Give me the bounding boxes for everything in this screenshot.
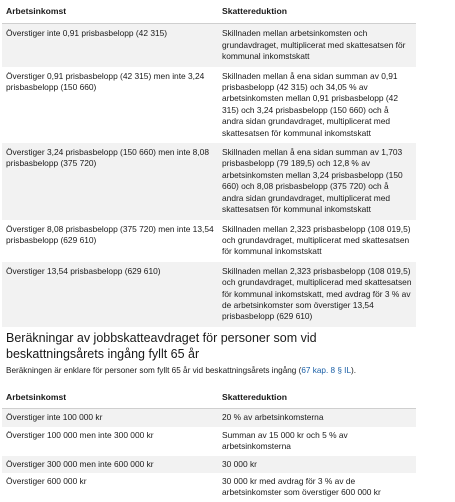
table-row (2, 456, 416, 473)
table-row (2, 24, 416, 67)
section-heading: Beräkningar av jobbskatteavdraget för personer som vid beskattningsårets ingång fyllt 65 år (6, 331, 317, 361)
tax-reduction-table-under-65 (2, 0, 416, 327)
income-cell: Överstiger 0,91 prisbasbelopp (42 315) men inte 3,24 prisbasbelopp (150 660) (6, 70, 205, 93)
income-cell: Överstiger 13,54 prisbasbelopp (629 610) (2, 262, 218, 327)
paragraph-end: ). (351, 366, 357, 375)
column-header-arbetsinkomst: Arbetsinkomst (2, 0, 218, 24)
income-cell: Överstiger inte 100 000 kr (2, 409, 218, 427)
reduction-cell: Summan av 15 000 kr och 5 % av arbetsinkomsterna (222, 429, 348, 452)
column-header-arbetsinkomst: Arbetsinkomst (2, 388, 218, 409)
law-reference-link[interactable]: 67 kap. 8 § IL (301, 366, 351, 375)
column-header-skattereduktion: Skattereduktion (218, 0, 416, 24)
reduction-cell: Skillnaden mellan å ena sidan summan av 0,91 prisbasbelopp (42 315) och 34,05 % av arbetsinkomsten mellan 0,91 prisbasbelopp (42 315) och 3,24 prisbasbelopp (150 660) och å andra sidan grundavdraget, multiplicerat med skattesatsen för kommunal inkomstskatt (222, 70, 398, 138)
reduction-cell: 30 000 kr (218, 456, 416, 473)
income-cell: Överstiger 600 000 kr (6, 476, 87, 487)
reduction-cell: Skillnaden mellan arbetsinkomsten och grundavdraget, multiplicerat med skattesatsen för kommunal inkomstskatt (218, 24, 416, 67)
paragraph-text: Beräkningen är enklare för personer som fyllt 65 år vid beskattningsårets ingång ( (6, 366, 302, 375)
reduction-cell: 20 % av arbetsinkomsterna (218, 409, 416, 427)
table-row (2, 409, 416, 427)
income-cell: Överstiger 100 000 men inte 300 000 kr (6, 429, 154, 440)
column-header-skattereduktion: Skattereduktion (218, 388, 416, 409)
section-paragraph (6, 366, 446, 376)
income-cell: Överstiger 300 000 men inte 600 000 kr (2, 456, 218, 473)
table-row (2, 143, 416, 219)
reduction-cell: Skillnaden mellan å ena sidan summan av 1,703 prisbasbelopp (79 189,5) och 12,8 % av arbetsinkomsten mellan 3,24 prisbasbelopp (150 660) och 8,08 prisbasbelopp (375 720) och å andra sidan grundavdraget, multiplicerat med skattesatsen för kommunal inkomstskatt (218, 143, 416, 219)
income-cell: Överstiger 3,24 prisbasbelopp (150 660) men inte 8,08 prisbasbelopp (375 720) (2, 143, 218, 219)
table-row (2, 427, 416, 456)
reduction-cell: Skillnaden mellan 2,323 prisbasbelopp (108 019,5) och grundavdraget, multiplicerat med skattesatsen för kommunal inkomstskatt (222, 223, 411, 257)
table-row (2, 262, 416, 327)
table-row (2, 473, 416, 502)
income-cell: Överstiger inte 0,91 prisbasbelopp (42 315) (2, 24, 218, 67)
tax-reduction-table-over-65 (2, 388, 416, 502)
table-header-row (2, 388, 416, 409)
table-header-row (2, 0, 416, 24)
reduction-cell: Skillnaden mellan 2,323 prisbasbelopp (108 019,5) och grundavdraget, multiplicerad med skattesatsen för kommunal inkomstskatt, med avdrag för 3 % av de arbetsinkomster som överstiger 13,54 prisbasbelopp (629 610) (218, 262, 416, 327)
table-row (2, 67, 416, 143)
table-row (2, 220, 416, 262)
income-cell: Överstiger 8,08 prisbasbelopp (375 720) men inte 13,54 prisbasbelopp (629 610) (6, 223, 214, 245)
reduction-cell: 30 000 kr med avdrag för 3 % av de arbetsinkomster som överstiger 600 000 kr (222, 476, 381, 498)
